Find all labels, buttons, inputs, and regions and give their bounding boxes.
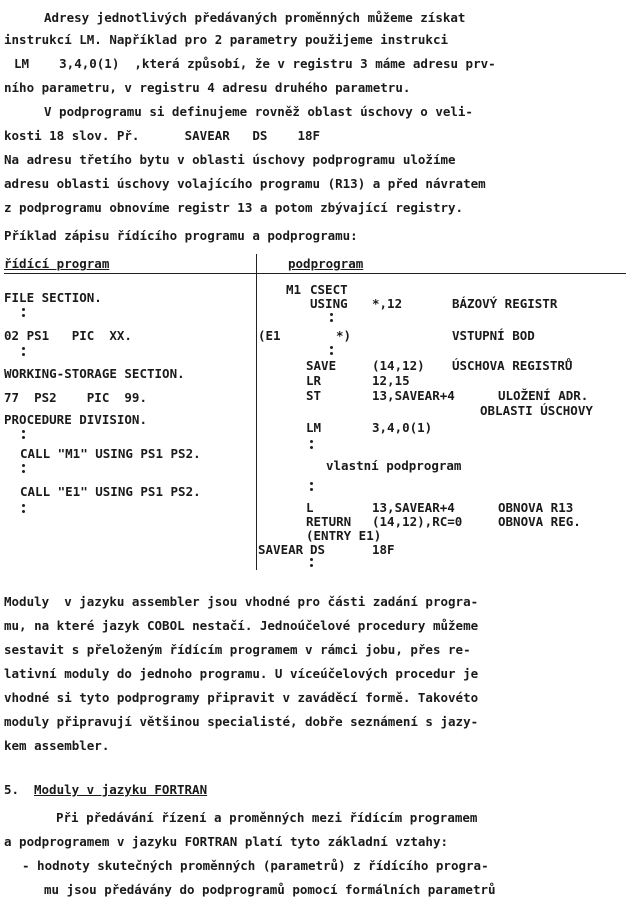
- continuation-dots: [310, 482, 314, 494]
- left-column-header: řídící program: [4, 256, 110, 271]
- left-call-e1: CALL "E1" USING PS1 PS2.: [20, 484, 201, 499]
- continuation-dots: [22, 504, 26, 516]
- continuation-dots: [330, 346, 334, 358]
- right-lm-operand: 3,4,0(1): [372, 420, 433, 435]
- section-title: Moduly v jazyku FORTRAN: [34, 782, 208, 797]
- para2-line-1: V podprogramu si definujeme rovněž oblast úschovy o veli-: [44, 104, 473, 119]
- section5-line-3: - hodnoty skutečných proměnných (parametrů) z řídícího progra-: [22, 858, 489, 873]
- right-st: ST: [306, 388, 322, 403]
- right-lr-operand: 12,15: [372, 373, 410, 388]
- left-call-m1: CALL "M1" USING PS1 PS2.: [20, 446, 201, 461]
- table-header-rule: [4, 273, 626, 274]
- table-column-divider: [256, 254, 257, 570]
- right-savear: SAVEAR: [258, 542, 304, 557]
- right-l-comment: OBNOVA R13: [498, 500, 574, 515]
- section5-line-2: a podprogramem v jazyku FORTRAN platí tyto základní vztahy:: [4, 834, 449, 849]
- right-st-operand: 13,SAVEAR+4: [372, 388, 455, 403]
- left-ps1: 02 PS1 PIC XX.: [4, 328, 132, 343]
- section-number: 5.: [4, 782, 20, 797]
- right-save-operand: (14,12): [372, 358, 425, 373]
- intro-line-1: Adresy jednotlivých předávaných proměnných můžeme získat: [44, 10, 466, 25]
- right-entry-label: (E1: [258, 328, 281, 343]
- right-return-operand: (14,12),RC=0: [372, 514, 463, 529]
- left-ps2: 77 PS2 PIC 99.: [4, 390, 147, 405]
- right-return: RETURN: [306, 514, 352, 529]
- right-st-comment-2: OBLASTI ÚSCHOVY: [480, 403, 593, 418]
- para3-line-5: vhodné si tyto podprogramy připravit v zaváděcí formě. Takovéto: [4, 690, 479, 705]
- right-save-comment: ÚSCHOVA REGISTRŮ: [452, 358, 573, 373]
- continuation-dots: [310, 558, 314, 570]
- right-using-comment: BÁZOVÝ REGISTR: [452, 296, 558, 311]
- right-savear-operand: 18F: [372, 542, 395, 557]
- left-file-section: FILE SECTION.: [4, 290, 102, 305]
- para3-line-1: Moduly v jazyku assembler jsou vhodné pro části zadání progra-: [4, 594, 479, 609]
- continuation-dots: [22, 430, 26, 442]
- continuation-dots: [22, 464, 26, 476]
- right-column-header: podprogram: [288, 256, 364, 271]
- section5-line-1: Při předávání řízení a proměnných mezi řídícím programem: [56, 810, 478, 825]
- right-l-operand: 13,SAVEAR+4: [372, 500, 455, 515]
- right-lr: LR: [306, 373, 322, 388]
- intro-line-4: ního parametru, v registru 4 adresu druhého parametru.: [4, 80, 411, 95]
- para2-line-2: kosti 18 slov. Př. SAVEAR DS 18F: [4, 128, 321, 143]
- right-save: SAVE: [306, 358, 337, 373]
- right-csect: CSECT: [310, 282, 348, 297]
- intro-line-3: LM 3,4,0(1) ,která způsobí, že v registru 3 máme adresu prv-: [14, 56, 496, 71]
- para3-line-7: kem assembler.: [4, 738, 110, 753]
- continuation-dots: [22, 308, 26, 320]
- right-return-comment: OBNOVA REG.: [498, 514, 581, 529]
- right-st-comment-1: ULOŽENÍ ADR.: [498, 388, 589, 403]
- right-using: USING: [310, 296, 348, 311]
- right-savear-ds: DS: [310, 542, 326, 557]
- right-l: L: [306, 500, 314, 515]
- right-label-m1: M1: [286, 282, 302, 297]
- para2-line-5: z podprogramu obnovíme registr 13 a potom zbývající registry.: [4, 200, 464, 215]
- section5-line-4: mu jsou předávány do podprogramů pomocí formálních parametrů: [44, 882, 496, 897]
- right-entry-e1: (ENTRY E1): [306, 528, 382, 543]
- right-lm: LM: [306, 420, 322, 435]
- left-procedure-division: PROCEDURE DIVISION.: [4, 412, 147, 427]
- para3-line-2: mu, na které jazyk COBOL nestačí. Jednoúčelové procedury můžeme: [4, 618, 479, 633]
- para3-line-3: sestavit s přeloženým řídícím programem v rámci jobu, přes re-: [4, 642, 471, 657]
- para3-line-4: lativní moduly do jednoho programu. U víceúčelových procedur je: [4, 666, 479, 681]
- right-entry-comment: VSTUPNÍ BOD: [452, 328, 535, 343]
- continuation-dots: [330, 313, 334, 325]
- right-using-operand: *,12: [372, 296, 403, 311]
- intro-line-2: instrukcí LM. Například pro 2 parametry použijeme instrukci: [4, 32, 449, 47]
- para2-line-4: adresu oblasti úschovy volajícího programu (R13) a před návratem: [4, 176, 486, 191]
- para3-line-6: moduly připravují většinou specialisté, dobře seznámení s jazy-: [4, 714, 479, 729]
- right-own-subprogram: vlastní podprogram: [326, 458, 462, 473]
- para2-line-3: Na adresu třetího bytu v oblasti úschovy podprogramu uložíme: [4, 152, 456, 167]
- left-working-storage: WORKING-STORAGE SECTION.: [4, 366, 185, 381]
- right-entry-operand: *): [336, 328, 352, 343]
- continuation-dots: [310, 440, 314, 452]
- example-intro: Příklad zápisu řídícího programu a podprogramu:: [4, 228, 358, 243]
- continuation-dots: [22, 347, 26, 359]
